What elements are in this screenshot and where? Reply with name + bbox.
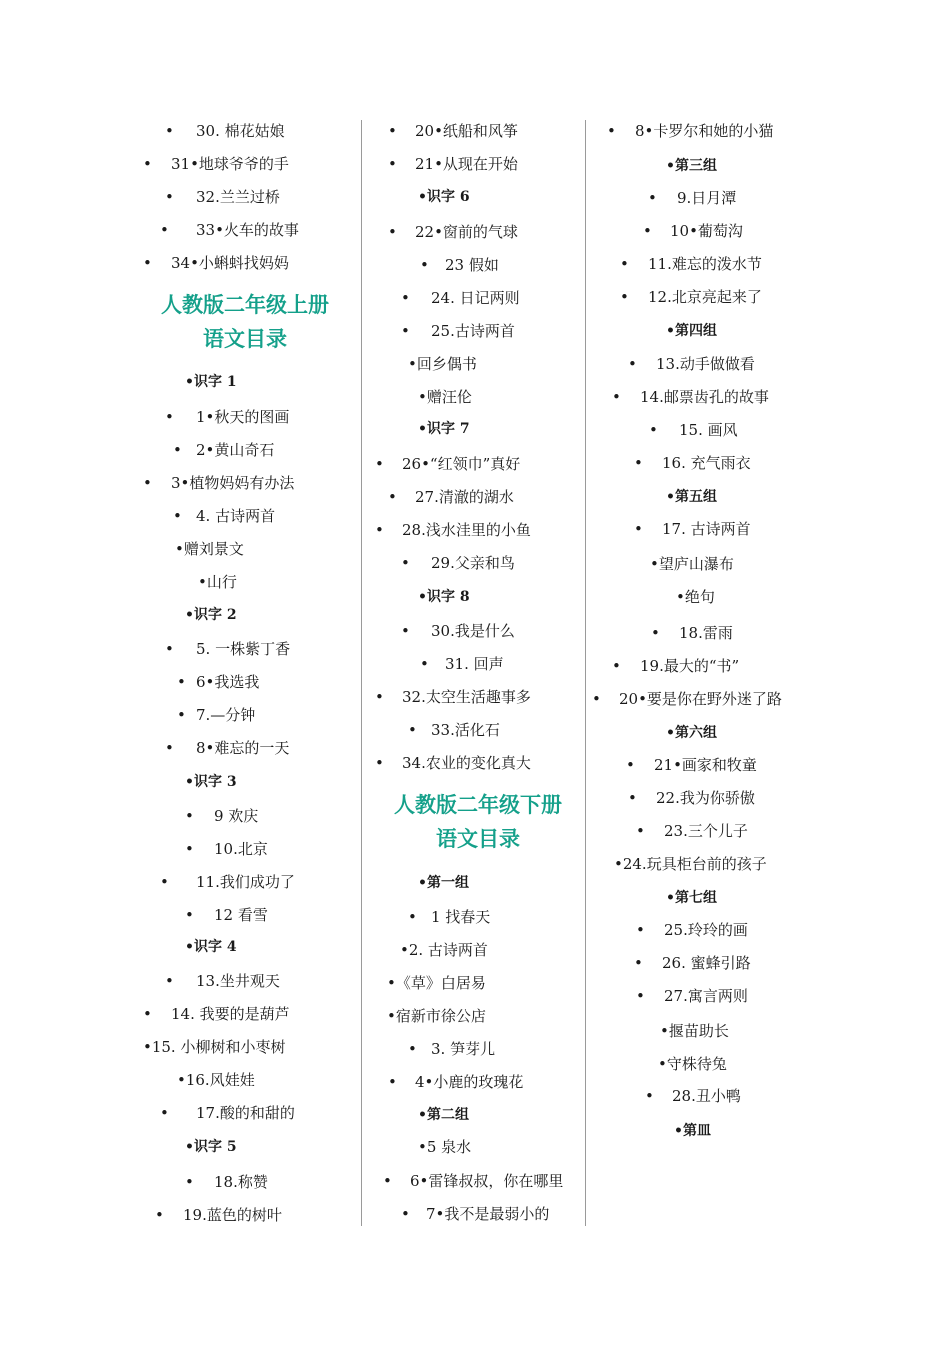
column-divider [361,120,362,1226]
list-item: •绝句 [676,588,715,606]
bullet: • [612,388,621,406]
list-item: 13.动手做做看 [656,355,755,373]
bullet: • [643,222,652,240]
group-heading: •识字 1 [185,374,237,390]
list-item: 31•地球爷爷的手 [171,155,289,173]
bullet: • [185,906,194,924]
list-item: 12 看雪 [214,906,268,924]
group-heading: •第二组 [418,1107,469,1123]
bullet: • [143,1005,152,1023]
bullet: • [375,688,384,706]
bullet: • [620,288,629,306]
bullet: • [165,739,174,757]
list-item: 11.难忘的泼水节 [648,255,762,273]
bullet: • [173,507,182,525]
list-item: 3•植物妈妈有办法 [171,474,295,492]
bullet: • [143,155,152,173]
group-heading: •第六组 [666,725,717,741]
list-item: 4. 古诗两首 [196,507,276,525]
list-item: 11.我们成功了 [196,873,295,891]
column-1 [135,115,357,1225]
list-item: •宿新市徐公店 [387,1007,486,1025]
list-item: 28.浅水洼里的小鱼 [402,521,531,539]
list-item: 4•小鹿的玫瑰花 [415,1073,524,1091]
list-item: 19.最大的“书” [640,657,740,675]
list-item: 17. 古诗两首 [662,520,751,538]
list-item: •24.玩具柜台前的孩子 [614,855,767,873]
list-item: 27.清澈的湖水 [415,488,514,506]
bullet: • [388,155,397,173]
list-item: 9.日月潭 [677,189,737,207]
list-item: 14. 我要的是葫芦 [171,1005,290,1023]
bullet: • [388,223,397,241]
list-item: 13.坐井观天 [196,972,280,990]
bullet: • [165,640,174,658]
list-item: 24. 日记两则 [431,289,520,307]
bullet: • [165,122,174,140]
bullet: • [612,657,621,675]
list-item: 23 假如 [445,256,499,274]
section-title-line-1: 人教版二年级上册 [161,293,329,317]
list-item: 6•雷锋叔叔，你在哪里 [410,1172,564,1190]
list-item: 16. 充气雨衣 [662,454,751,472]
list-item: 21•从现在开始 [415,155,518,173]
bullet: • [607,122,616,140]
bullet: • [408,721,417,739]
list-item: 1•秋天的图画 [196,408,290,426]
list-item: 12.北京亮起来了 [648,288,762,306]
list-item: 14.邮票齿孔的故事 [640,388,769,406]
bullet: • [636,987,645,1005]
bullet: • [592,690,601,708]
bullet: • [636,822,645,840]
list-item: •揠苗助长 [660,1022,729,1040]
list-item: •5 泉水 [418,1138,472,1156]
list-item: 18.雷雨 [679,624,733,642]
bullet: • [173,441,182,459]
list-item: 25.玲玲的画 [664,921,748,939]
column-divider [585,120,586,1226]
bullet: • [143,474,152,492]
list-item: 15. 画风 [679,421,738,439]
list-item: 22.我为你骄傲 [656,789,755,807]
group-heading: •第皿 [674,1123,711,1139]
bullet: • [165,408,174,426]
bullet: • [401,322,410,340]
list-item: 26. 蜜蜂引路 [662,954,751,972]
bullet: • [160,873,169,891]
column-3 [590,115,840,1225]
bullet: • [634,454,643,472]
bullet: • [628,355,637,373]
list-item: 20•纸船和风筝 [415,122,518,140]
bullet: • [160,1104,169,1122]
bullet: • [165,972,174,990]
list-item: 34.农业的变化真大 [402,754,531,772]
list-item: 18.称赞 [214,1173,268,1191]
group-heading: •第三组 [666,158,717,174]
bullet: • [408,1040,417,1058]
bullet: • [375,754,384,772]
bullet: • [634,520,643,538]
bullet: • [420,256,429,274]
list-item: 10•葡萄沟 [670,222,743,240]
bullet: • [645,1087,654,1105]
list-item: 22•窗前的气球 [415,223,518,241]
list-item: 25.古诗两首 [431,322,515,340]
group-heading: •识字 6 [418,189,470,205]
list-item: 33•火车的故事 [196,221,299,239]
column-2 [367,115,589,1225]
list-item: 7.—分钟 [196,706,256,724]
list-item: •望庐山瀑布 [650,555,734,573]
list-item: 26•“红领巾”真好 [402,455,521,473]
bullet: • [388,1073,397,1091]
list-item: 9 欢庆 [214,807,259,825]
group-heading: •识字 5 [185,1139,237,1155]
list-item: 33.活化石 [431,721,500,739]
list-item: 21•画家和牧童 [654,756,757,774]
section-title-line-2: 语文目录 [436,827,520,851]
list-item: 34•小蝌蚪找妈妈 [171,254,289,272]
group-heading: •识字 4 [185,939,237,955]
bullet: • [388,122,397,140]
list-item: 10.北京 [214,840,268,858]
bullet: • [165,188,174,206]
list-item: 1 找春天 [431,908,491,926]
list-item: 19.蓝色的树叶 [183,1206,282,1224]
list-item: 28.丑小鸭 [672,1087,741,1105]
section-title-line-1: 人教版二年级下册 [394,793,562,817]
bullet: • [388,488,397,506]
list-item: 20•要是你在野外迷了路 [619,690,782,708]
bullet: • [177,706,186,724]
bullet: • [401,1205,410,1223]
bullet: • [401,622,410,640]
group-heading: •识字 3 [185,774,237,790]
section-title-line-2: 语文目录 [203,327,287,351]
list-item: 2•黄山奇石 [196,441,275,459]
group-heading: •识字 2 [185,607,237,623]
group-heading: •识字 8 [418,589,470,605]
bullet: • [648,189,657,207]
list-item: •赠汪伦 [418,388,472,406]
list-item: 6•我选我 [196,673,260,691]
list-item: 17.酸的和甜的 [196,1104,295,1122]
list-item: •《草》白居易 [387,974,486,992]
bullet: • [383,1172,392,1190]
bullet: • [420,655,429,673]
list-item: 27.寓言两则 [664,987,748,1005]
list-item: 8•卡罗尔和她的小猫 [635,122,774,140]
group-heading: •第五组 [666,489,717,505]
list-item: •山行 [198,573,237,591]
bullet: • [160,221,169,239]
list-item: 32.兰兰过桥 [196,188,280,206]
bullet: • [143,254,152,272]
bullet: • [408,908,417,926]
bullet: • [185,840,194,858]
list-item: 31. 回声 [445,655,504,673]
bullet: • [634,954,643,972]
list-item: •16.风娃娃 [177,1071,255,1089]
bullet: • [185,1173,194,1191]
group-heading: •第四组 [666,323,717,339]
list-item: 29.父亲和鸟 [431,554,515,572]
list-item: 8•难忘的一天 [196,739,290,757]
bullet: • [177,673,186,691]
group-heading: •识字 7 [418,421,470,437]
bullet: • [401,289,410,307]
bullet: • [375,521,384,539]
list-item: 32.太空生活趣事多 [402,688,531,706]
list-item: •赠刘景文 [175,540,244,558]
list-item: 5. 一株紫丁香 [196,640,291,658]
list-item: •2. 古诗两首 [400,941,488,959]
bullet: • [628,789,637,807]
bullet: • [401,554,410,572]
bullet: • [649,421,658,439]
bullet: • [651,624,660,642]
list-item: •15. 小柳树和小枣树 [143,1038,286,1056]
list-item: •回乡偶书 [408,355,477,373]
list-item: •守株待兔 [658,1055,727,1073]
list-item: 23.三个儿子 [664,822,748,840]
list-item: 7•我不是最弱小的 [426,1205,550,1223]
list-item: 3. 笋芽儿 [431,1040,496,1058]
bullet: • [620,255,629,273]
list-item: 30.我是什么 [431,622,515,640]
group-heading: •第七组 [666,890,717,906]
bullet: • [375,455,384,473]
list-item: 30. 棉花姑娘 [196,122,285,140]
bullet: • [636,921,645,939]
bullet: • [626,756,635,774]
bullet: • [185,807,194,825]
bullet: • [155,1206,164,1224]
group-heading: •第一组 [418,875,469,891]
